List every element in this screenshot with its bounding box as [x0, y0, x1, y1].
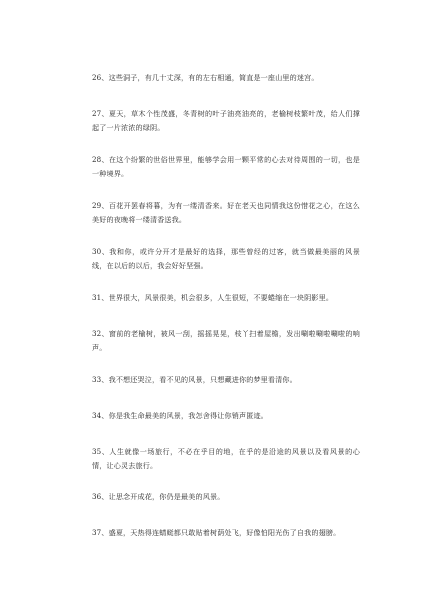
entry-30: 30、我和你，或许分开才是最好的选择，那些曾经的过客，就当做最美丽的风景线，在以后的以后，我会好好坚强。: [92, 247, 360, 270]
entry-28: 28、在这个纷繁的世俗世界里，能够学会用一颗平常的心去对待周围的一切，也是一种境界。: [92, 155, 360, 178]
entry-31: 31、世界很大，风景很美，机会很多，人生很短，不要蜷缩在一块阴影里。: [92, 293, 334, 302]
entry-36: 36、让思念开成花，你仍是最美的风景。: [92, 492, 225, 501]
entry-32: 32、窗前的老榆树，被风一刮，摇摇晃晃，枝丫扫着屋檐，发出唰啦唰啦唰啦的响声。: [92, 329, 360, 352]
entry-29: 29、百花开罢春将暮，为有一缕清香来。好在老天也同情我这份惜花之心，在这么美好的夜晚将一缕清香送我。: [92, 201, 360, 224]
entry-37: 37、盛夏，天热得连蜻蜓都只敢贴着树荫处飞，好像怕阳光伤了自我的翅膀。: [92, 528, 341, 537]
entry-35: 35、人生就像一场旅行，不必在乎目的地，在乎的是沿途的风景以及看风景的心情，让心灵去旅行。: [92, 447, 360, 470]
entry-27: 27、夏天，草木个性茂盛，冬青树的叶子油亮油亮的，老榆树枝繁叶茂，给人们撑起了一片浓浓的绿阴。: [92, 109, 360, 132]
entry-33: 33、我不想还哭泣，看不见的风景，只想藏进你的梦里看清你。: [92, 375, 297, 384]
entry-26: 26、这些洞子，有几十丈深，有的左右相通，简直是一座山里的迷宫。: [92, 73, 319, 82]
entry-34: 34、你是我生命最美的风景，我怎舍得让你销声匿迹。: [92, 411, 268, 420]
